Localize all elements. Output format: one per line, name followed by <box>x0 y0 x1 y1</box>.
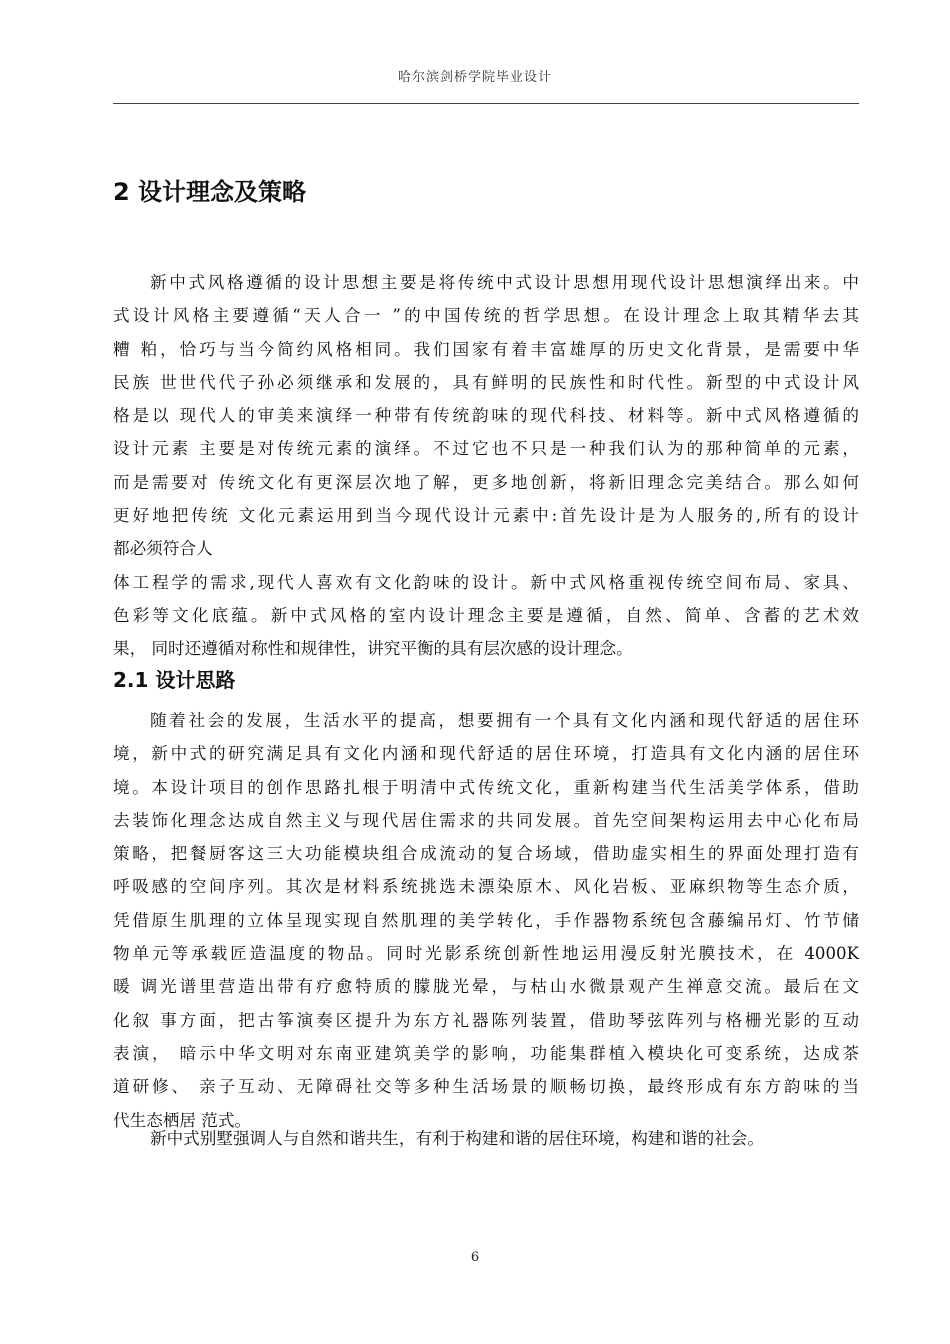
text-line: 化叙 事方面，把古筝演奏区提升为东方礼器陈列装置，借助琴弦阵列与格栅光影的互动 <box>113 1010 859 1030</box>
text-line: 表演， 暗示中华文明对东南亚建筑美学的影响，功能集群植入模块化可变系统，达成茶 <box>113 1043 859 1063</box>
text-line: 民族 世世代代子孙必须继承和发展的，具有鲜明的民族性和时代性。新型的中式设计风 <box>113 372 859 392</box>
paragraph-conclusion <box>113 1122 859 1155</box>
text-line: 设计元素 主要是对传统元素的演绎。不过它也不只是一种我们认为的那种简单的元素， <box>113 439 859 459</box>
text-line: 果， 同时还遵循对称性和规律性，讲究平衡的具有层次感的设计理念。 <box>113 639 633 659</box>
text-line: 策略，把餐厨客这三大功能模块组合成流动的复合场域，借助虚实相生的界面处理打造有 <box>113 844 859 864</box>
text-line: 去装饰化理念达成自然主义与现代居住需求的共同发展。首先空间架构运用去中心化布局 <box>113 810 859 830</box>
text-line: 境。本设计项目的创作思路扎根于明清中式传统文化，重新构建当代生活美学体系，借助 <box>113 777 859 797</box>
text-line: 都必须符合人 <box>113 539 213 559</box>
page-number: 6 <box>470 1250 480 1265</box>
text-line: 体工程学的需求,现代人喜欢有文化韵味的设计。新中式风格重视传统空间布局、家具、 <box>113 572 859 592</box>
text-line: 暖 调光谱里营造出带有疗愈特质的朦胧光晕，与枯山水微景观产生禅意交流。最后在文 <box>113 977 859 997</box>
subsection-heading: 2.1 设计思路 <box>113 668 236 692</box>
text-line: 式设计风格主要遵循“天人合一 ”的中国传统的哲学思想。在设计理念上取其精华去其 <box>113 306 859 326</box>
text-line: 格是以 现代人的审美来演绎一种带有传统韵味的现代科技、材料等。新中式风格遵循的 <box>113 406 859 426</box>
text-line: 代生态栖居 范式。 <box>113 1110 252 1130</box>
text-line: 呼吸感的空间序列。其次是材料系统挑选未漂染原木、风化岩板、亚麻织物等生态介质， <box>113 877 859 897</box>
text-line: 物单元等承载匠造温度的物品。同时光影系统创新性地运用漫反射光膜技术，在 4000K <box>113 944 859 964</box>
paragraph-design-concept <box>113 266 859 666</box>
text-line: 新中式风格遵循的设计思想主要是将传统中式设计思想用现代设计思想演绎出来。中 <box>150 273 859 292</box>
text-line: 随着社会的发展，生活水平的提高，想要拥有一个具有文化内涵和现代舒适的居住环 <box>150 711 859 730</box>
running-header: 哈尔滨剑桥学院毕业设计 <box>397 70 552 85</box>
text-line: 而是需要对 传统文化有更深层次地了解，更多地创新，将新旧理念完美结合。那么如何 <box>113 472 859 492</box>
header-divider <box>113 103 859 104</box>
text-line: 糟 粕，恰巧与当今简约风格相同。我们国家有着丰富雄厚的历史文化背景，是需要中华 <box>113 339 859 359</box>
text-line: 新中式别墅强调人与自然和谐共生，有利于构建和谐的居住环境，构建和谐的社会。 <box>150 1129 764 1148</box>
text-line: 更好地把传统 文化元素运用到当今现代设计元素中:首先设计是为人服务的,所有的设计 <box>113 506 859 526</box>
text-line: 凭借原生肌理的立体呈现实现自然肌理的美学转化，手作器物系统包含藤编吊灯、竹节储 <box>113 910 859 930</box>
paragraph-design-approach <box>113 704 859 1137</box>
text-line: 道研修、 亲子互动、无障碍社交等多种生活场景的顺畅切换，最终形成有东方韵味的当 <box>113 1077 859 1097</box>
text-line: 色彩等文化底蕴。新中式风格的室内设计理念主要是遵循，自然、简单、含蓄的艺术效 <box>113 605 859 625</box>
text-line: 境，新中式的研究满足具有文化内涵和现代舒适的居住环境，打造具有文化内涵的居住环 <box>113 744 859 764</box>
section-heading: 2 设计理念及策略 <box>113 178 307 206</box>
